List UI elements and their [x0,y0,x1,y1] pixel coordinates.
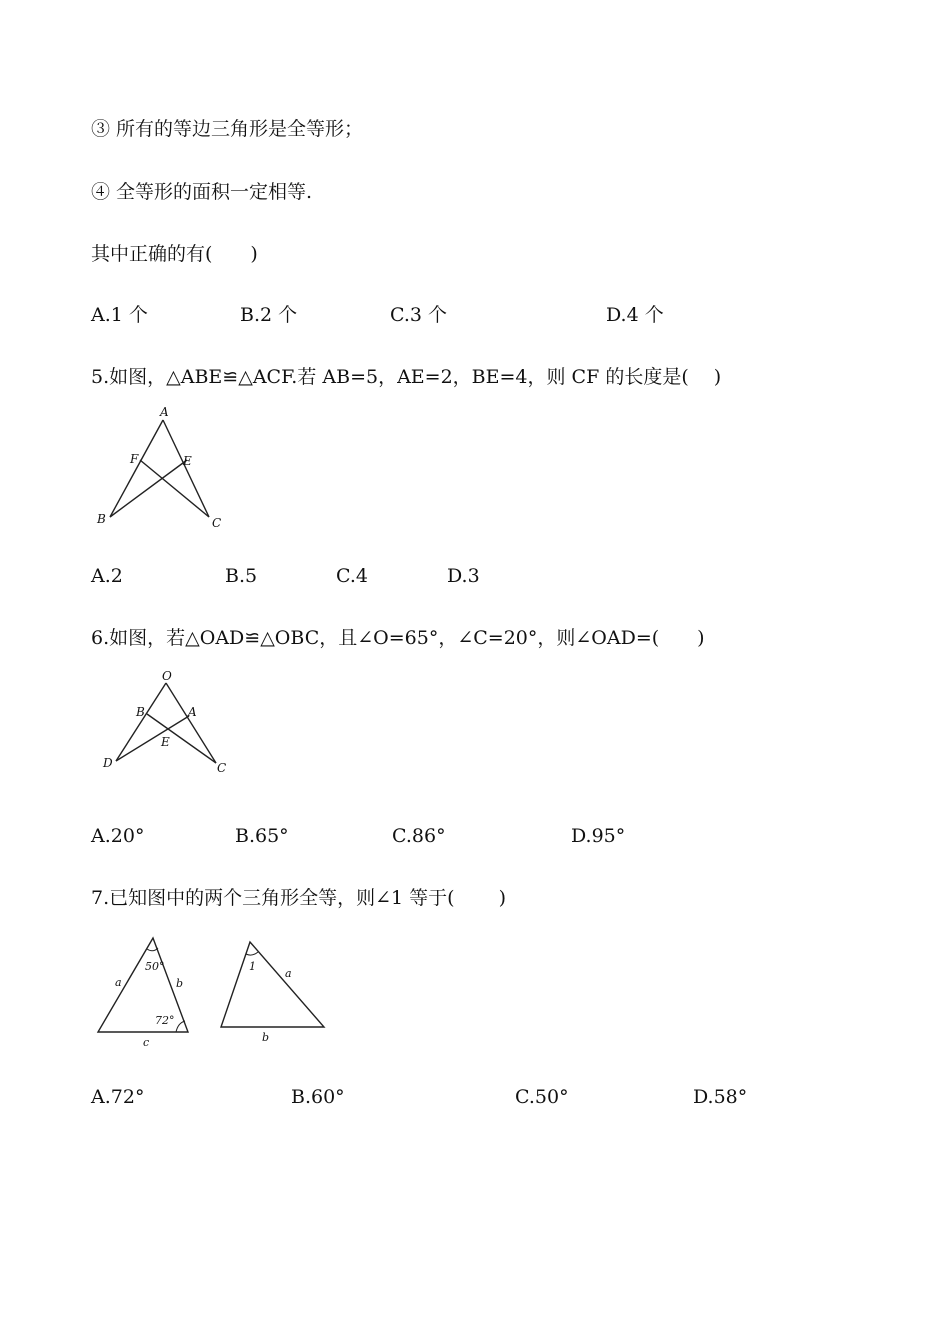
q5-label-e: E [183,454,192,468]
q5-label-c: C [212,516,222,530]
q7-label-1: 1 [249,960,256,973]
q5-segment-ac [163,420,209,517]
q6-label-o: O [162,669,172,683]
q4-option-c[interactable]: C.3 个 [390,304,448,326]
q5-label-a: A [160,405,169,419]
q7-triangle-right [221,942,324,1027]
question-5-stem: 5.如图，△ABE≌△ACF.若 AB=5，AE=2，BE=4，则 CF 的长度是( ) [91,366,722,388]
q5-figure [90,405,240,535]
q7-option-d[interactable]: D.58° [693,1086,748,1108]
q6-segment-oc [166,683,216,763]
q6-option-d[interactable]: D.95° [571,825,626,847]
q4-option-b[interactable]: B.2 个 [240,304,298,326]
q6-option-b[interactable]: B.65° [235,825,289,847]
q7-label-72: 72° [155,1014,175,1027]
q7-figure [90,930,340,1055]
question-7-stem: 7.已知图中的两个三角形全等，则∠1 等于( ) [91,887,507,909]
q5-segment-ab [110,420,163,517]
q7-option-b[interactable]: B.60° [291,1086,345,1108]
q6-label-b: B [136,705,145,719]
q6-label-a: A [188,705,197,719]
question-6-stem: 6.如图，若△OAD≌△OBC，且∠O=65°，∠C=20°，则∠OAD=( ) [91,627,705,649]
q6-option-a[interactable]: A.20° [91,825,145,847]
q6-option-c[interactable]: C.86° [392,825,446,847]
q6-label-d: D [103,756,113,770]
q7-option-c[interactable]: C.50° [515,1086,569,1108]
q5-label-f: F [130,452,139,466]
q6-label-c: C [217,761,227,775]
q6-figure [95,668,245,783]
q7-angle-arc-1 [246,952,258,955]
q7-label-50: 50° [145,960,165,973]
q6-label-e: E [161,735,170,749]
statement-3: ③ 所有的等边三角形是全等形； [91,118,364,140]
q7-label-a: a [115,976,122,989]
q5-option-a[interactable]: A.2 [91,565,123,587]
q7-label-c: c [143,1036,150,1049]
question-4-prompt: 其中正确的有( ) [91,243,258,265]
q4-option-a[interactable]: A.1 个 [91,304,148,326]
q7-label-b2: b [262,1031,270,1044]
q7-label-b: b [176,977,184,990]
q5-option-b[interactable]: B.5 [225,565,258,587]
statement-4: ④ 全等形的面积一定相等. [91,181,313,203]
q5-label-b: B [97,512,106,526]
q5-option-d[interactable]: D.3 [447,565,480,587]
q7-triangle-left [98,938,188,1032]
q7-angle-arc-right [176,1021,185,1032]
q7-label-a2: a [285,967,292,980]
q6-segment-ad [116,716,189,761]
q7-option-a[interactable]: A.72° [91,1086,145,1108]
q5-option-c[interactable]: C.4 [336,565,368,587]
q4-option-d[interactable]: D.4 个 [606,304,664,326]
